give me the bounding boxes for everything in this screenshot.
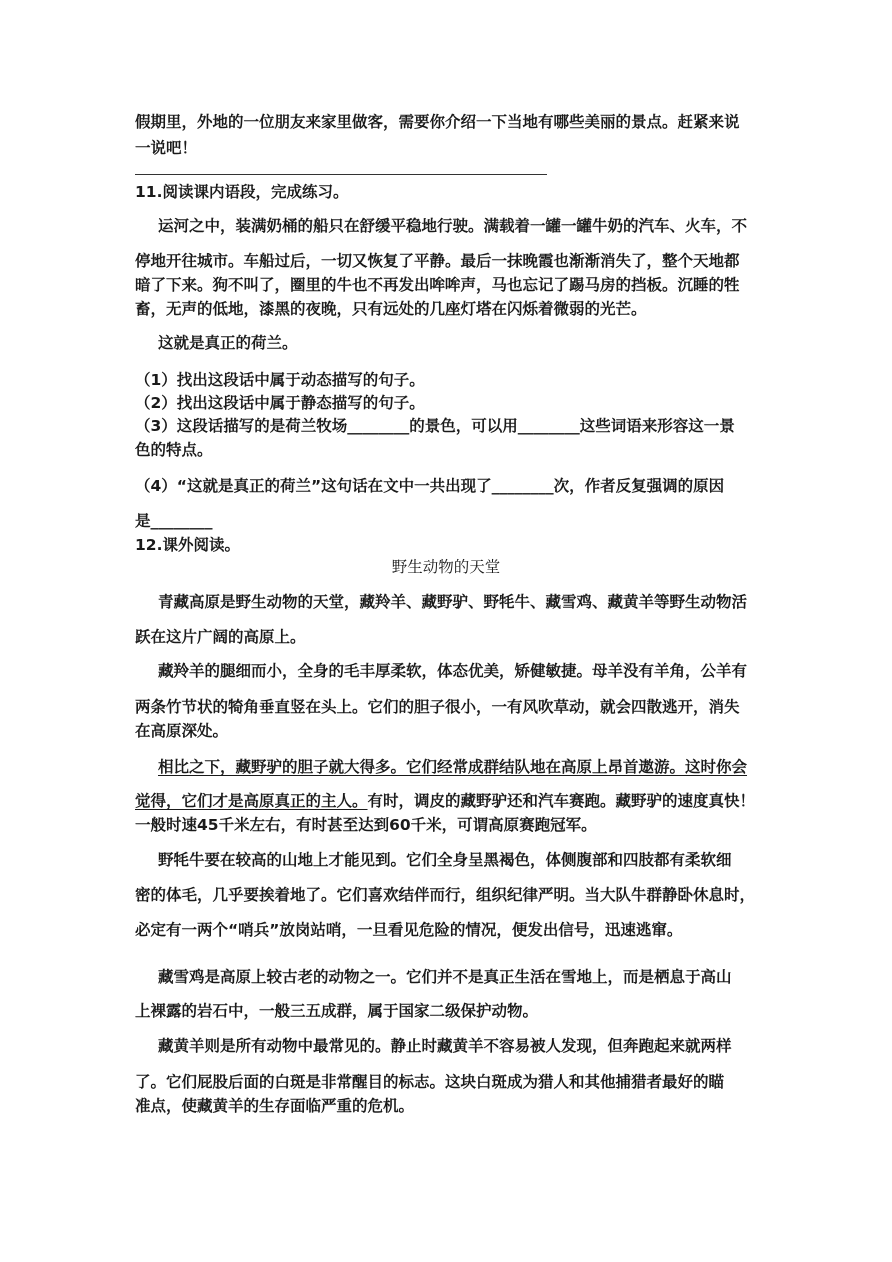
- article-p1-line: 青藏高原是野生动物的天堂，藏羚羊、藏野驴、野牦牛、藏雪鸡、藏黄羊等野生动物活: [158, 593, 748, 611]
- article-p2-line: 藏羚羊的腿细而小，全身的毛丰厚柔软，体态优美，矫健敏捷。母羊没有羊角，公羊有: [158, 662, 748, 680]
- article-p6-line: 了。它们屁股后面的白斑是非常醒目的标志。这块白斑成为猎人和其他捕猎者最好的瞄: [135, 1073, 725, 1091]
- article-p5-line: 上裸露的岩石中，一般三五成群，属于国家二级保护动物。: [135, 1002, 539, 1020]
- q12-heading: 12.课外阅读。: [135, 536, 240, 554]
- underlined-sentence: 觉得，它们才是高原真正的主人。: [135, 792, 368, 810]
- q11-passage-line: 运河之中，装满奶桶的船只在舒缓平稳地行驶。满载着一罐一罐牛奶的汽车、火车，不: [158, 217, 748, 235]
- q11-item-4-cont: 是________: [135, 512, 213, 530]
- underlined-sentence: 相比之下，藏野驴的胆子就大得多。它们经常成群结队地在高原上昂首遨游。这时你会: [158, 758, 748, 776]
- article-p6-line: 准点，使藏黄羊的生存面临严重的危机。: [135, 1097, 415, 1115]
- q11-passage-line: 暗了下来。狗不叫了，圈里的牛也不再发出哞哞声，马也忘记了踢马房的挡板。沉睡的牲: [135, 276, 740, 294]
- article-p2-line: 两条竹节状的犄角垂直竖在头上。它们的胆子很小，一有风吹草动，就会四散逃开，消失: [135, 698, 740, 716]
- article-p1-line: 跃在这片广阔的高原上。: [135, 628, 306, 646]
- q11-item-1: （1）找出这段话中属于动态描写的句子。: [135, 371, 425, 389]
- article-p4-line: 必定有一两个“哨兵”放岗站哨，一旦看见危险的情况，便发出信号，迅速逃窜。: [135, 921, 683, 939]
- intro-line-1: 假期里，外地的一位朋友来家里做客，需要你介绍一下当地有哪些美丽的景点。赶紧来说: [135, 113, 740, 131]
- article-title: 野生动物的天堂: [391, 558, 501, 576]
- article-p4-line: 密的体毛，几乎要挨着地了。它们喜欢结伴而行，组织纪律严明。当大队牛群静卧休息时，: [135, 886, 756, 904]
- article-p2-line: 在高原深处。: [135, 722, 229, 740]
- article-p5-line: 藏雪鸡是高原上较古老的动物之一。它们并不是真正生活在雪地上，而是栖息于高山: [158, 968, 732, 986]
- q11-item-4: （4）“这就是真正的荷兰”这句话在文中一共出现了________次，作者反复强调的原因: [135, 477, 725, 495]
- article-p3-line: 一般时速45千米左右，有时甚至达到60千米，可谓高原赛跑冠军。: [135, 816, 597, 834]
- q11-item-2: （2）找出这段话中属于静态描写的句子。: [135, 394, 425, 412]
- article-p3-text: 有时，调皮的藏野驴还和汽车赛跑。藏野驴的速度真快！: [367, 792, 756, 810]
- q11-item-3-cont: 色的特点。: [135, 441, 213, 459]
- q11-passage-line: 畜，无声的低地，漆黑的夜晚，只有远处的几座灯塔在闪烁着微弱的光芒。: [135, 300, 647, 318]
- article-p3-line: [135, 790, 755, 812]
- intro-line-2: 一说吧！: [135, 139, 198, 157]
- article-p6-line: 藏黄羊则是所有动物中最常见的。静止时藏黄羊不容易被人发现，但奔跑起来就两样: [158, 1037, 732, 1055]
- article-p3-line: [158, 756, 747, 778]
- q11-closing: 这就是真正的荷兰。: [158, 334, 298, 352]
- article-p4-line: 野牦牛要在较高的山地上才能见到。它们全身呈黑褐色，体侧腹部和四肢都有柔软细: [158, 851, 732, 869]
- q11-item-3: （3）这段话描写的是荷兰牧场________的景色，可以用________这些词语来形容这一景: [135, 417, 735, 435]
- q11-passage-line: 停地开往城市。车船过后，一切又恢复了平静。最后一抹晚霞也渐渐消失了，整个天地都: [135, 252, 740, 270]
- answer-line: [135, 174, 547, 175]
- q11-heading: 11.阅读课内语段，完成练习。: [135, 183, 349, 201]
